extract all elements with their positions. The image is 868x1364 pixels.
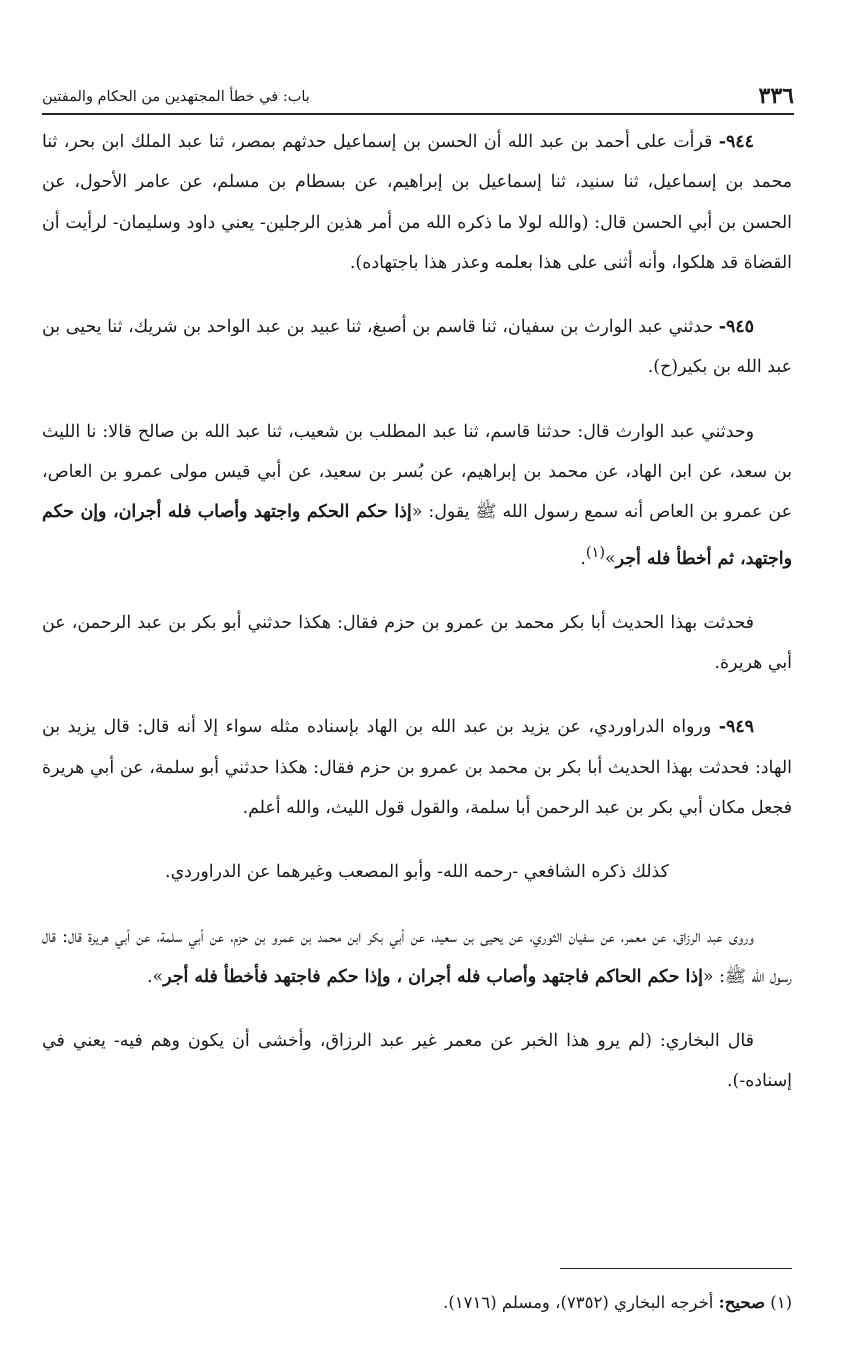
paragraph-abd-al-razzaq (42, 917, 792, 998)
paragraph-944 (42, 122, 792, 283)
paragraph-text: قرأت على أحمد بن عبد الله أن الحسن بن إسماعيل حدثهم بمصر، ثنا عبد الملك ابن بحر، ثنا محمد بن إسماعيل، ثنا سنيد، ثنا إسماعيل بن إبراهيم، عن بسطام بن مسلم، عن عامر الأحول، عن الحسن بن أبي الحسن قال: (والله لولا ما ذكره الله من أمر هذين الرجلين- يعني داود وسليمان- لرأيت أن القضاة قد هلكوا، وأنه أثنى على هذا بعلمه وعذر هذا باجتهاده). (42, 132, 792, 273)
paragraph-text: قال البخاري: (لم يرو هذا الخبر عن معمر غير عبد الرزاق، وأخشى أن يكون وهم فيه- يعني في إسناده-). (42, 1031, 792, 1092)
quote-close: ». (146, 966, 164, 987)
hadith-quote: إذا حكم الحاكم فاجتهد وأصاب فله أجران ، وإذا حكم فاجتهد فأخطأ فله أجر (163, 966, 703, 987)
quote-close: » (605, 548, 616, 569)
paragraph-tail: . (580, 548, 586, 569)
paragraph-bukhari (42, 1021, 792, 1102)
paragraph-text: حدثني عبد الوارث بن سفيان، ثنا قاسم بن أصبغ، ثنا عبيد بن عبد الواحد بن شريك، ثنا يحيى بن عبد الله بن بكير(ح). (42, 317, 792, 378)
paragraph-text: وروى عبد الرزاق، عن معمر، عن سفيان الثوري، عن يحيى بن سعيد، عن أبي بكر ابن محمد بن عمرو بن حزم، عن أبي سلمة، عن أبي هريرة قال: قال رسول الله ﷺ: « (42, 926, 792, 987)
footnote-text: أخرجه البخاري (٧٣٥٢)، ومسلم (١٧١٦). (443, 1293, 719, 1312)
footnote-label: صحيح: (718, 1293, 765, 1312)
footnote-marker: (١) (770, 1293, 792, 1312)
footnote (42, 1290, 792, 1316)
hadith-number: ٩٤٥- (718, 317, 754, 338)
paragraph-949 (42, 707, 792, 828)
paragraph-text: وحدثني عبد الوارث قال: حدثنا قاسم، ثنا عبد المطلب بن شعيب، ثنا عبد الله بن صالح قالا: نا الليث بن سعد، عن ابن الهاد، عن محمد بن إبراهيم، عن بُسر بن سعيد، عن أبي قيس مولى عمرو بن العاص، عن عمرو بن العاص أنه سمع رسول الله ﷺ يقول: « (42, 421, 792, 523)
running-title: باب: في خطأ المجتهدين من الحكام والمفتين (42, 89, 310, 105)
header-divider (42, 113, 794, 115)
footnote-divider (560, 1268, 792, 1269)
paragraph-945 (42, 307, 792, 388)
paragraph-abd-al-warith (42, 412, 792, 579)
page-body (42, 122, 792, 1126)
page-number: ٣٣٦ (758, 83, 794, 109)
hadith-quote: إذا حكم الحكم واجتهد وأصاب فله أجران، وإن حكم واجتهد، ثم أخطأ فله أجر (42, 502, 792, 569)
paragraph-text: كذلك ذكره الشافعي -رحمه الله- وأبو المصعب وغيرهما عن الدراوردي. (165, 862, 669, 883)
paragraph-text: فحدثت بهذا الحديث أبا بكر محمد بن عمرو بن حزم فقال: هكذا حدثني أبو بكر بن عبد الرحمن، عن أبي هريرة. (42, 612, 792, 674)
paragraph-text: ورواه الدراوردي، عن يزيد بن عبد الله بن الهاد بإسناده مثله سواء إلا أنه قال: قال يزيد بن الهاد: فحدثت بهذا الحديث أبا بكر بن محمد بن عمرو بن حزم فقال: هكذا حدثني أبو سلمة، عن أبي هريرة فجعل مكان أبي بكر بن عبد الرحمن أبا سلمة، والقول قول الليث، والله أعلم. (42, 717, 792, 818)
footnote-ref: (١) (585, 544, 606, 561)
paragraph-haddathtu (42, 603, 792, 684)
paragraph-shafii (42, 852, 792, 892)
running-header (42, 82, 794, 112)
hadith-number: ٩٤٩- (718, 717, 754, 738)
hadith-number: ٩٤٤- (718, 132, 754, 152)
